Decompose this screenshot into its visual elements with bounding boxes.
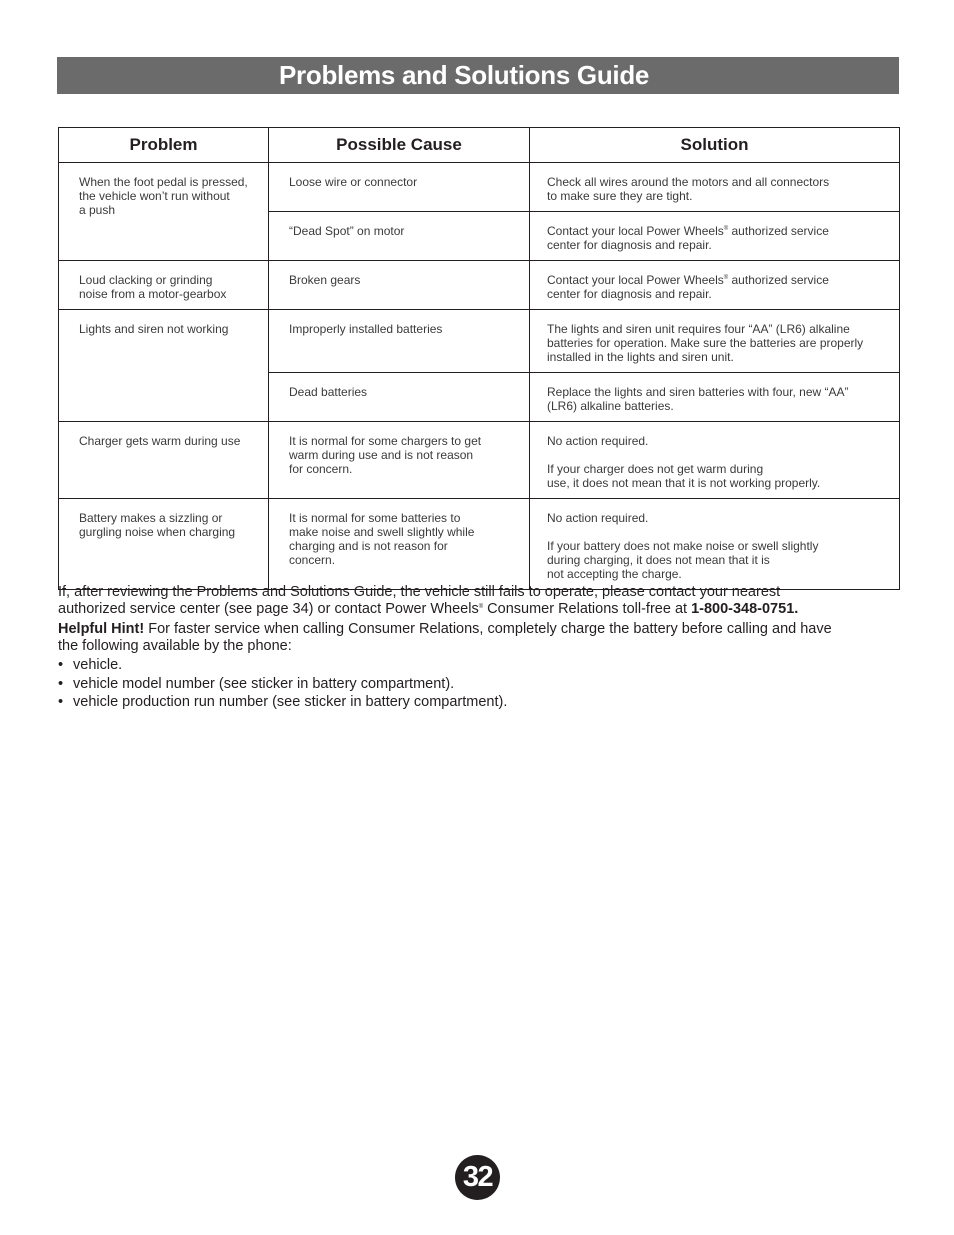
solution-cell: The lights and siren unit requires four “AA” (LR6) alkaline batteries for operation. Make sure the batteries are properly installed in the lights and siren unit. — [530, 310, 900, 373]
solution-cell: Replace the lights and siren batteries with four, new “AA” (LR6) alkaline batteries. — [530, 373, 900, 422]
page-title: Problems and Solutions Guide — [279, 60, 650, 90]
solution-cell: Contact your local Power Wheels® authorized service center for diagnosis and repair. — [530, 261, 900, 310]
cause-cell: Improperly installed batteries — [269, 310, 530, 373]
cause-cell: “Dead Spot” on motor — [269, 212, 530, 261]
table-header-row — [59, 128, 900, 163]
problem-cell: When the foot pedal is pressed, the vehicle won’t run without a push — [59, 163, 269, 261]
cause-cell: It is normal for some batteries to make noise and swell slightly while charging and is not reason for concern. — [269, 499, 530, 590]
footer-text — [58, 584, 898, 713]
table-row — [59, 261, 900, 310]
checklist — [58, 657, 898, 711]
list-item: • vehicle model number (see sticker in battery compartment). — [58, 676, 898, 693]
table-row — [59, 499, 900, 590]
list-item: • vehicle. — [58, 657, 898, 674]
hint-label: Helpful Hint! — [58, 621, 145, 637]
page-number: 32 — [455, 1155, 500, 1200]
cause-cell: Loose wire or connector — [269, 163, 530, 212]
header-problem: Problem — [59, 128, 269, 163]
solution-cell: No action required. If your battery does not make noise or swell slightly during charging, it does not mean that it is not accepting the charge. — [530, 499, 900, 590]
table-row — [59, 310, 900, 373]
cause-cell: It is normal for some chargers to get warm during use and is not reason for concern. — [269, 422, 530, 499]
solution-cell: Contact your local Power Wheels® authorized service center for diagnosis and repair. — [530, 212, 900, 261]
header-possible-cause: Possible Cause — [269, 128, 530, 163]
problem-cell: Loud clacking or grinding noise from a motor-gearbox — [59, 261, 269, 310]
phone-number: 1-800-348-0751. — [691, 601, 799, 617]
helpful-hint: Helpful Hint! For faster service when calling Consumer Relations, completely charge the battery before calling and have the following available by the phone: — [58, 621, 832, 654]
table-row — [59, 422, 900, 499]
solution-cell: Check all wires around the motors and all connectors to make sure they are tight. — [530, 163, 900, 212]
title-bar — [57, 57, 899, 94]
header-solution: Solution — [530, 128, 900, 163]
problem-cell: Charger gets warm during use — [59, 422, 269, 499]
problems-solutions-table — [58, 127, 900, 590]
problem-cell: Battery makes a sizzling or gurgling noise when charging — [59, 499, 269, 590]
table-row — [59, 163, 900, 212]
list-item: • vehicle production run number (see sticker in battery compartment). — [58, 694, 898, 711]
solution-cell: No action required. If your charger does not get warm during use, it does not mean that it is not working properly. — [530, 422, 900, 499]
contact-paragraph: If, after reviewing the Problems and Solutions Guide, the vehicle still fails to operate, please contact your nearest authorized service center (see page 34) or contact Power Wheels® Consumer Relations toll-free at 1-800-348-0751. — [58, 584, 799, 617]
problem-cell: Lights and siren not working — [59, 310, 269, 422]
cause-cell: Dead batteries — [269, 373, 530, 422]
cause-cell: Broken gears — [269, 261, 530, 310]
